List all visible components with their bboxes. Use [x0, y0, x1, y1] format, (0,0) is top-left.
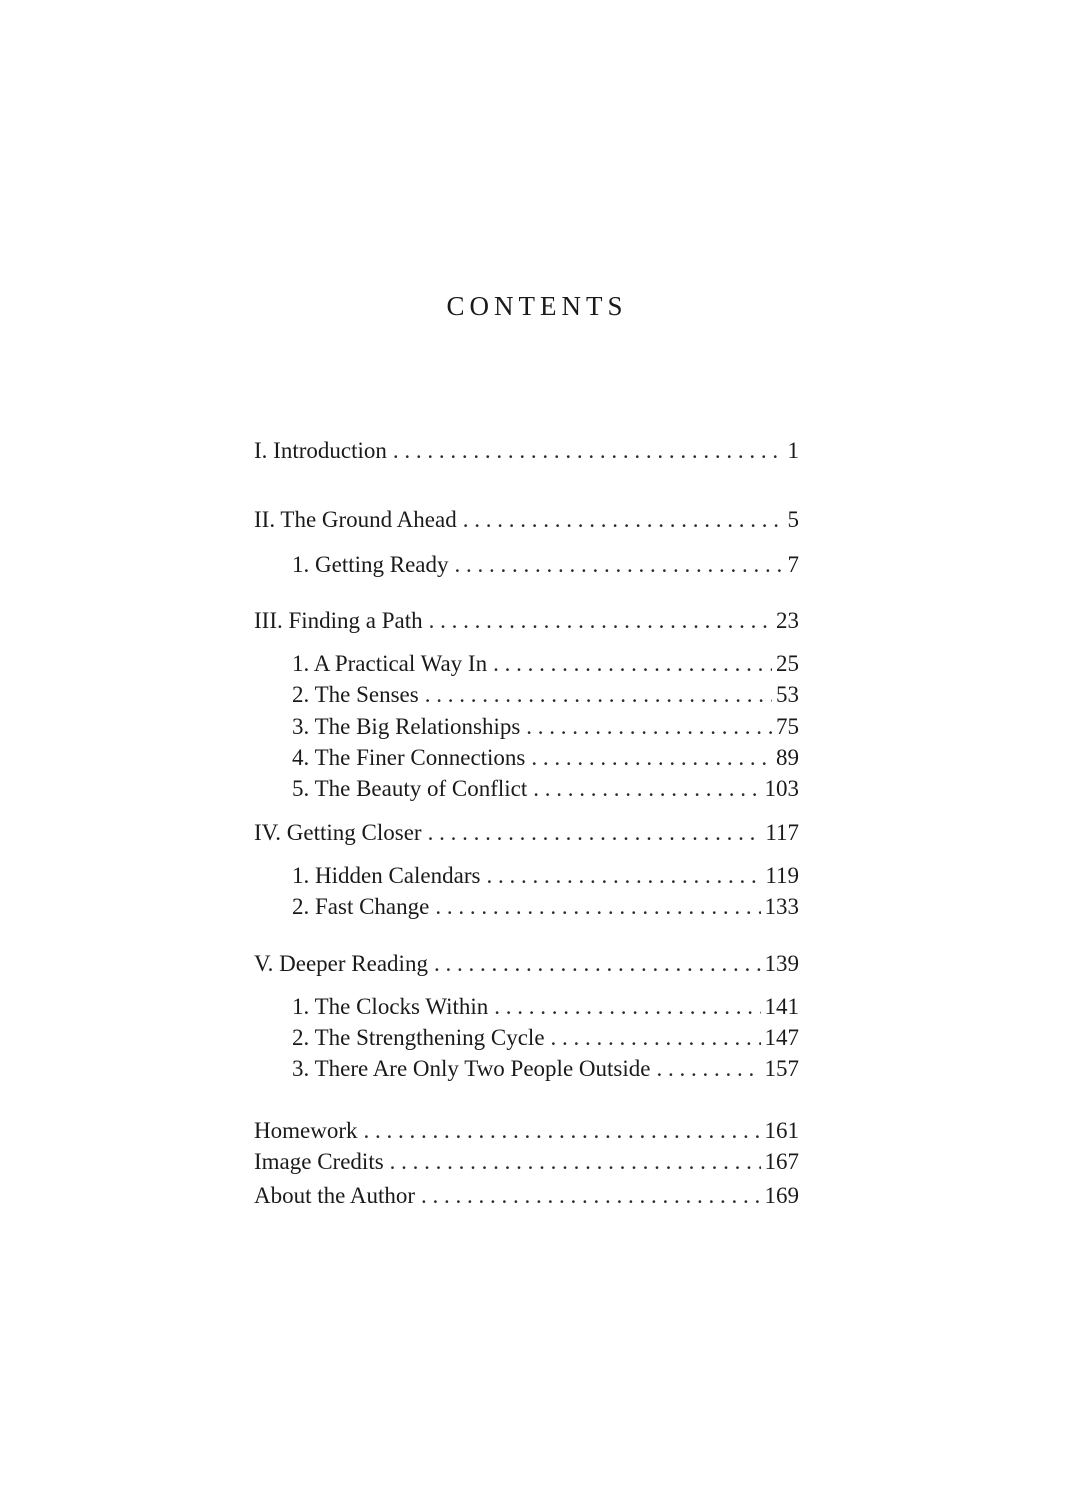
dot-leader	[457, 505, 784, 535]
toc-entry-page: 89	[776, 745, 799, 771]
toc-entry-two-people-outside[interactable]	[254, 1054, 799, 1085]
toc-entry-homework[interactable]	[254, 1116, 799, 1147]
toc-entry-page: 141	[764, 993, 799, 1019]
toc-entry-hidden-calendars[interactable]	[254, 861, 799, 892]
dot-leader	[422, 818, 762, 848]
toc-entry-page: 169	[764, 1183, 799, 1209]
toc-entry-label: V. Deeper Reading	[254, 950, 428, 976]
toc-entry-page: 117	[765, 819, 799, 845]
toc-entry-page: 23	[776, 607, 799, 633]
toc-entry-deeper-reading[interactable]	[254, 949, 799, 980]
toc-entry-label: 2. Fast Change	[292, 894, 430, 920]
toc-entry-label: 4. The Finer Connections	[292, 745, 526, 771]
dot-leader	[650, 1054, 760, 1084]
toc-entry-label: II. The Ground Ahead	[254, 507, 457, 533]
dot-leader	[419, 680, 772, 710]
dot-leader	[488, 992, 760, 1022]
dot-leader	[357, 1116, 760, 1146]
toc-entry-label: 1. Hidden Calendars	[292, 862, 481, 888]
toc-entry-page: 5	[787, 507, 799, 533]
toc-entry-label: 3. The Big Relationships	[292, 713, 521, 739]
toc-entry-page: 103	[764, 776, 799, 802]
dot-leader	[449, 550, 784, 580]
toc-entry-label: 2. The Strengthening Cycle	[292, 1025, 545, 1051]
toc-entry-label: I. Introduction	[254, 438, 387, 463]
toc-entry-finding-a-path[interactable]	[254, 606, 799, 637]
toc-entry-about-the-author[interactable]	[254, 1181, 799, 1212]
toc-entry-the-ground-ahead[interactable]	[254, 505, 799, 536]
dot-leader	[415, 1181, 761, 1211]
toc-entry-the-finer-connections[interactable]	[254, 743, 799, 774]
dot-leader	[387, 436, 784, 466]
dot-leader	[423, 606, 772, 636]
toc-entry-page: 119	[765, 862, 799, 888]
dot-leader	[428, 949, 761, 979]
toc-entry-label: 1. A Practical Way In	[292, 651, 488, 677]
toc-entry-the-strengthening-cycle[interactable]	[254, 1023, 799, 1054]
toc-entry-page: 157	[764, 1056, 799, 1082]
toc-entry-the-clocks-within[interactable]	[254, 992, 799, 1023]
dot-leader	[384, 1147, 761, 1177]
toc-entry-the-big-relationships[interactable]	[254, 712, 799, 743]
toc-entry-page: 7	[787, 551, 799, 577]
dot-leader	[480, 861, 761, 891]
toc-entry-label: Image Credits	[254, 1149, 384, 1175]
toc-entry-label: III. Finding a Path	[254, 607, 423, 633]
toc-entry-page: 133	[764, 894, 799, 920]
page-title: CONTENTS	[446, 291, 628, 321]
toc-entry-label: 3. There Are Only Two People Outside	[292, 1056, 651, 1082]
toc-entry-label: About the Author	[254, 1183, 415, 1209]
toc-entry-page: 161	[764, 1117, 799, 1143]
toc-entry-page: 25	[776, 651, 799, 677]
toc-entry-label: Homework	[254, 1117, 358, 1143]
toc-entry-image-credits[interactable]	[254, 1147, 799, 1178]
toc-entry-label: 1. The Clocks Within	[292, 993, 489, 1019]
toc-entry-page: 53	[776, 682, 799, 708]
toc-entry-introduction[interactable]	[254, 436, 799, 467]
dot-leader	[520, 712, 772, 742]
table-of-contents	[254, 436, 799, 1213]
dot-leader	[525, 743, 772, 773]
toc-entry-getting-ready[interactable]	[254, 550, 799, 581]
toc-entry-page: 167	[764, 1149, 799, 1175]
dot-leader	[429, 892, 760, 922]
toc-entry-label: 1. Getting Ready	[292, 551, 449, 577]
toc-entry-a-practical-way-in[interactable]	[254, 649, 799, 680]
toc-entry-label: 5. The Beauty of Conflict	[292, 776, 528, 802]
toc-entry-page: 139	[764, 950, 799, 976]
toc-entry-the-beauty-of-conflict[interactable]	[254, 774, 799, 805]
toc-entry-fast-change[interactable]	[254, 892, 799, 923]
toc-entry-label: 2. The Senses	[292, 682, 419, 708]
toc-entry-the-senses[interactable]	[254, 680, 799, 711]
dot-leader	[487, 649, 772, 679]
toc-entry-page: 1	[787, 438, 799, 463]
dot-leader	[545, 1023, 761, 1053]
toc-entry-label: IV. Getting Closer	[254, 819, 422, 845]
dot-leader	[527, 774, 760, 804]
toc-entry-page: 147	[764, 1025, 799, 1051]
toc-entry-getting-closer[interactable]	[254, 818, 799, 849]
toc-entry-page: 75	[776, 713, 799, 739]
